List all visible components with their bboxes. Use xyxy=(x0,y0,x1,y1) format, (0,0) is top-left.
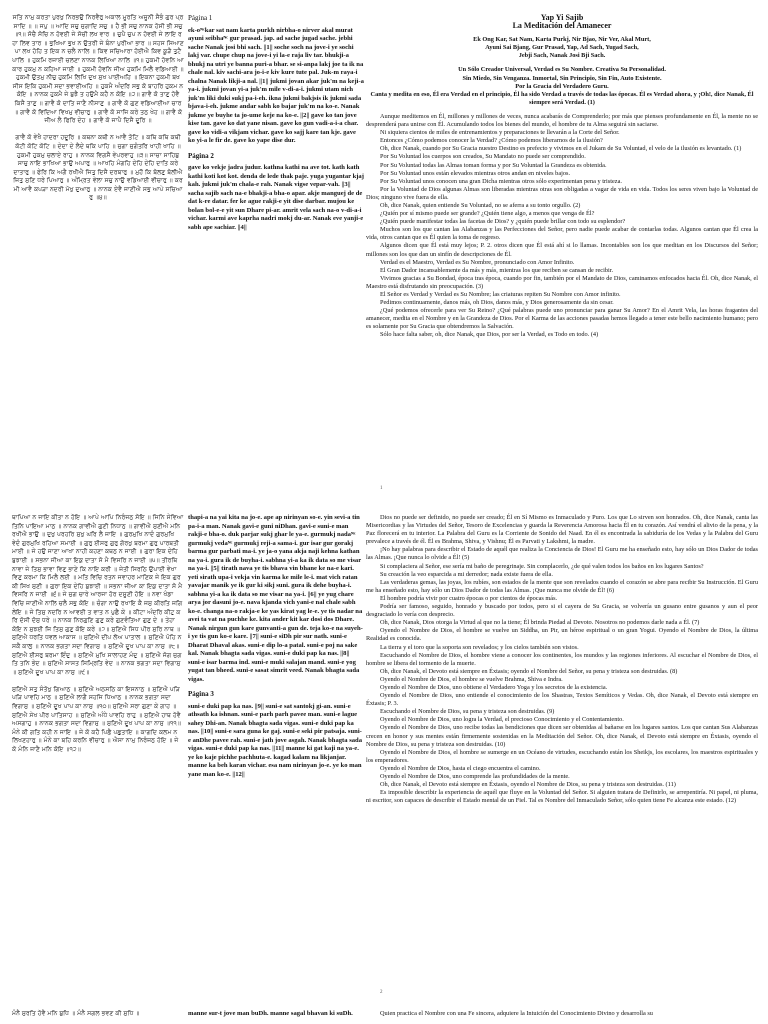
spanish-paragraph: La tierra y el toro que la soporta son revelados; y los cielos también son vistos. xyxy=(380,643,579,651)
spanish-paragraph: Por Su Voluntad unos conocen una gran Dicha mientras otros sólo experimentan pena y tristeza. xyxy=(380,177,622,185)
spanish-paragraph: Oyendo el Nombre de Dios, el hombre se vuelve Brahma, Shiva e Indra. xyxy=(380,675,563,683)
spanish-paragraph: ¿Quién por sí mismo puede ser grande? ¿Quién tiene algo, a menos que venga de Él? xyxy=(380,210,595,218)
spanish-paragraph: ¿Quién puede manifestar todas las facetas de Dios? y ¿quién puede brillar con todo su esplendor? xyxy=(380,218,626,226)
spanish-paragraph: Las verdaderas gemas, las joyas, los rubíes, son estados de la mente que son revelados cuando el corazón se abre para recibir Su Instrucción. El Guru me ha enseñado esto, hay sólo un Dios Dador de todas las Almas. ¡Que nunca me olvide de Él! (6) xyxy=(366,578,758,594)
spanish-paragraph: Podría ser famoso, seguido, honrado y buscado por todos, pero si el cayera de Su Gracia, se volvería un gusano entre gusanos y aun el peor desgraciado lo vería con desprecio. xyxy=(366,603,758,619)
mool-mantra-line: Ek Ong Kar, Sat Nam, Karta Purkj, Nir Bjao, Nir Ver, Akal Murt, xyxy=(473,36,651,44)
spanish-paragraph: Oh, dice Nanak, el Devoto está siempre en Éxtasis, oyendo el Nombre de Dios, su pena y tristeza son destruidas. (11) xyxy=(380,781,676,789)
mool-mantra-translation: Canta y medita en eso, Él era Verdad en el principio, Él ha sido Verdad a través de todas las épocas. Él es Verdad ahora, y ¡Oh!, dice Nanak, Él siempre será Verdad. (1) xyxy=(370,90,754,106)
spanish-paragraphs xyxy=(366,514,758,805)
spanish-paragraph: Algunos dicen que Él está muy lejos; P. 2. otros dicen que Él está ahí si lo llamas. Incontables son los que meditan en los Discursos del Señor; millones son los que dan un sinfín de descripciones de Él. xyxy=(366,242,758,258)
spanish-paragraph: El hombre podría vivir por cuatro épocas o por cientos de épocas más. xyxy=(380,594,558,602)
spanish-paragraph: Escuchando el Nombre de Dios, el hombre viene a conocer los continentes, los mundos y las regiones inferiores. Al escuchar el Nombre de Dios, el hombre se libera del tormento de la muerte. xyxy=(366,651,758,667)
spanish-column xyxy=(366,1010,758,1018)
spanish-paragraph: Ni siquiera cientos de miles de entrenamientos y preparaciones te llevarán a la Corte del Señor. xyxy=(380,129,620,137)
spanish-paragraph: Por Su Voluntad los cuerpos son creados, Su Mandato no puede ser comprendido. xyxy=(380,153,586,161)
page-number: 2 xyxy=(380,990,383,995)
mool-mantra-line: Jebji Sach, Nanak Josi Bji Sach. xyxy=(518,52,606,60)
transliteration-text-continued: gave ko vekje jadra judur. kathna kathi na ave tot. kath kath kathi koti kot kot. denda de lede thak paje. yuga yugantar kjaj kah. jukmi juk'm chala-e rah. Nanak vigse vepar-vah. ||3|| sacha sajib sach na-e bhakji-a bha-o apar. akje manguej de de dat k-re datar. fer ke ague rakji-e yit dise darbar. mujou ke bolan bol-e-e yit sun Dhare pi-ar. amrit vela sach na-o v-di-a-i vichar. karmi ave kaprha nadri mokj du-ar. Nanak eve yanji-e sabh ape sachiar. ||4|| xyxy=(188,164,364,231)
transliteration-column xyxy=(188,514,364,779)
spanish-paragraph: Quien practica el Nombre con una Fe sincera, adquiere la Intuición del Conocimiento Divino y desarrolla su xyxy=(380,1010,653,1017)
document-page-2 xyxy=(0,510,768,1010)
spanish-paragraph: Es imposible describir la experiencia de aquél que fluye en la Voluntad del Señor. Si alguien tratara de Definirlo, se arrepentiría. Ni papel, ni pluma, ni escritor, son capaces de describir el Estado mental de un Fiel. Tal es Nombre del Inmaculado Señor, sólo quien tiene Fe alcanza este estado. (12) xyxy=(366,789,758,805)
spanish-paragraph: Oh, dice Nanak, cuando por Su Gracia nuestro Destino es prefecto y vivimos en el Jukam de Su Voluntad, el velo de la ilusión es levantado. (1) xyxy=(380,145,742,153)
document-page-1 xyxy=(0,0,768,500)
gurmukhi-text-continued: ਗਾਵੈ ਕੋ ਵੇਖੈ ਹਾਦਰਾ ਹਦੂਰਿ ॥ ਕਥਨਾ ਕਥੀ ਨ ਆਵੈ ਤੋਟਿ ॥ ਕਥਿ ਕਥਿ ਕਥੀ ਕੋਟੀ ਕੋਟਿ ਕੋਟਿ ॥ ਦੇਦਾ ਦੇ ਲੈਦੇ ਥਕਿ ਪਾਹਿ ॥ ਜੁਗਾ ਜੁਗੰਤਰਿ ਖਾਹੀ ਖਾਹਿ ॥ ਹੁਕਮੀ ਹੁਕਮੁ ਚਲਾਏ ਰਾਹੁ ॥ ਨਾਨਕ ਵਿਗਸੈ ਵੇਪਰਵਾਹੁ ॥੩॥ ਸਾਚਾ ਸਾਹਿਬੁ ਸਾਚੁ ਨਾਇ ਭਾਖਿਆ ਭਾਉ ਅਪਾਰੁ ॥ ਆਖਹਿ ਮੰਗਹਿ ਦੇਹਿ ਦੇਹਿ ਦਾਤਿ ਕਰੇ ਦਾਤਾਰੁ ॥ ਫੇਰਿ ਕਿ ਅਗੈ ਰਖੀਐ ਜਿਤੁ ਦਿਸੈ ਦਰਬਾਰੁ ॥ ਮੁਹੌ ਕਿ ਬੋਲਣੁ ਬੋਲੀਐ ਜਿਤੁ ਸੁਣਿ ਧਰੇ ਪਿਆਰੁ ॥ ਅੰਮ੍ਰਿਤ ਵੇਲਾ ਸਚੁ ਨਾਉ ਵਡਿਆਈ ਵੀਚਾਰੁ ॥ ਕਰਮੀ ਆਵੈ ਕਪੜਾ ਨਦਰੀ ਮੋਖੁ ਦੁਆਰੁ ॥ ਨਾਨਕ ਏਵੈ ਜਾਣੀਐ ਸਭੁ ਆਪੇ ਸਚਿਆਰੁ ॥੪॥ xyxy=(13,134,183,202)
spanish-paragraph: Dios no puede ser definido, no puede ser creado; Él en Sí Mismo es Inmaculado y Puro. Los que Lo sirven son honrados. Oh, dice Nanak, canta las Misericordias y las Virtudes del Señor, Tesoro de Excelencias y guarda la Reverencia Amorosa hacia Él en tu corazón. Así vendrá el alivio de la pena, y la Paz florecerá en tu interior. La Palabra del Guru es la Corriente de Sonido del Naad. En él es encontrada la sabiduría de los Vedas y la Palabra del Guru prevalece a través de él. Él es Brahma, Shiva, y Vishnu; Él es Parvati y Lakshmi, la madre. xyxy=(366,514,758,546)
gurmukhi-text: ਥਾਪਿਆ ਨ ਜਾਇ ਕੀਤਾ ਨ ਹੋਇ ॥ ਆਪੇ ਆਪਿ ਨਿਰੰਜਨੁ ਸੋਇ ॥ ਜਿਨਿ ਸੇਵਿਆ ਤਿਨਿ ਪਾਇਆ ਮਾਨੁ ॥ ਨਾਨਕ ਗਾਵੀਐ ਗੁਣੀ ਨਿਧਾਨੁ ॥ ਗਾਵੀਐ ਸੁਣੀਐ ਮਨਿ ਰਖੀਐ ਭਾਉ ॥ ਦੁਖੁ ਪਰਹਰਿ ਸੁਖੁ ਘਰਿ ਲੈ ਜਾਇ ॥ ਗੁਰਮੁਖਿ ਨਾਦੰ ਗੁਰਮੁਖਿ ਵੇਦੰ ਗੁਰਮੁਖਿ ਰਹਿਆ ਸਮਾਈ ॥ ਗੁਰੁ ਈਸਰੁ ਗੁਰੁ ਗੋਰਖੁ ਬਰਮਾ ਗੁਰੁ ਪਾਰਬਤੀ ਮਾਈ ॥ ਜੇ ਹਉ ਜਾਣਾ ਆਖਾ ਨਾਹੀ ਕਹਣਾ ਕਥਨੁ ਨ ਜਾਈ ॥ ਗੁਰਾ ਇਕ ਦੇਹਿ ਬੁਝਾਈ ॥ ਸਭਨਾ ਜੀਆ ਕਾ ਇਕੁ ਦਾਤਾ ਸੋ ਮੈ ਵਿਸਰਿ ਨ ਜਾਈ ॥੫॥ ਤੀਰਥਿ ਨਾਵਾ ਜੇ ਤਿਸੁ ਭਾਵਾ ਵਿਣੁ ਭਾਣੇ ਕਿ ਨਾਇ ਕਰੀ ॥ ਜੇਤੀ ਸਿਰਠਿ ਉਪਾਈ ਵੇਖਾ ਵਿਣੁ ਕਰਮਾ ਕਿ ਮਿਲੈ ਲਈ ॥ ਮਤਿ ਵਿਚਿ ਰਤਨ ਜਵਾਹਰ ਮਾਣਿਕ ਜੇ ਇਕ ਗੁਰ ਕੀ ਸਿਖ ਸੁਣੀ ॥ ਗੁਰਾ ਇਕ ਦੇਹਿ ਬੁਝਾਈ ॥ ਸਭਨਾ ਜੀਆ ਕਾ ਇਕੁ ਦਾਤਾ ਸੋ ਮੈ ਵਿਸਰਿ ਨ ਜਾਈ ॥੬॥ ਜੇ ਜੁਗ ਚਾਰੇ ਆਰਜਾ ਹੋਰ ਦਸੂਣੀ ਹੋਇ ॥ ਨਵਾ ਖੰਡਾ ਵਿਚਿ ਜਾਣੀਐ ਨਾਲਿ ਚਲੈ ਸਭੁ ਕੋਇ ॥ ਚੰਗਾ ਨਾਉ ਰਖਾਇ ਕੈ ਜਸੁ ਕੀਰਤਿ ਜਗਿ ਲੇਇ ॥ ਜੇ ਤਿਸੁ ਨਦਰਿ ਨ ਆਵਈ ਤ ਵਾਤ ਨ ਪੁਛੈ ਕੇ ॥ ਕੀਟਾ ਅੰਦਰਿ ਕੀਟੁ ਕਰਿ ਦੋਸੀ ਦੋਸੁ ਧਰੇ ॥ ਨਾਨਕ ਨਿਰਗੁਣਿ ਗੁਣੁ ਕਰੇ ਗੁਣਵੰਤਿਆ ਗੁਣੁ ਦੇ ॥ ਤੇਹਾ ਕੋਇ ਨ ਸੁਝਈ ਜਿ ਤਿਸੁ ਗੁਣੁ ਕੋਇ ਕਰੇ ॥੭॥ ਸੁਣਿਐ ਸਿਧ ਪੀਰ ਸੁਰਿ ਨਾਥ ॥ ਸੁਣਿਐ ਧਰਤਿ ਧਵਲ ਆਕਾਸ ॥ ਸੁਣਿਐ ਦੀਪ ਲੋਅ ਪਾਤਾਲ ॥ ਸੁਣਿਐ ਪੋਹਿ ਨ ਸਕੈ ਕਾਲੁ ॥ ਨਾਨਕ ਭਗਤਾ ਸਦਾ ਵਿਗਾਸੁ ॥ ਸੁਣਿਐ ਦੂਖ ਪਾਪ ਕਾ ਨਾਸੁ ॥੮॥ ਸੁਣਿਐ ਈਸਰੁ ਬਰਮਾ ਇੰਦੁ ॥ ਸੁਣਿਐ ਮੁਖਿ ਸਾਲਾਹਣ ਮੰਦੁ ॥ ਸੁਣਿਐ ਜੋਗ ਜੁਗਤਿ ਤਨਿ ਭੇਦ ॥ ਸੁਣਿਐ ਸਾਸਤ ਸਿਮ੍ਰਿਤਿ ਵੇਦ ॥ ਨਾਨਕ ਭਗਤਾ ਸਦਾ ਵਿਗਾਸੁ ॥ ਸੁਣਿਐ ਦੂਖ ਪਾਪ ਕਾ ਨਾਸੁ ॥੯॥ xyxy=(12,514,184,676)
spanish-paragraph: Sólo hace falta saber, oh, dice Nanak, que Dios, por ser la Verdad, es Todo en todo. (4) xyxy=(380,331,599,339)
page-subheading: Página 2 xyxy=(188,151,214,160)
gurmukhi-column xyxy=(12,14,184,203)
spanish-paragraph: Verdad es el Maestro, Verdad es Su Nombre, pronunciado con Amor Infinito. xyxy=(380,258,575,266)
spanish-paragraph: Pedimos continuamente, danos más, oh Dios, danos más, y Dios generosamente da sin cesar. xyxy=(380,299,614,307)
spanish-paragraph: El Señor es Verdad y Verdad es Su Nombre; las criaturas repiten Su Nombre con Amor infinito. xyxy=(380,291,621,298)
mool-mantra-line: Ayuni Sai Bjang, Gur Prasad, Yap, Ad Sach, Yugad Sach, xyxy=(485,44,639,52)
gurmukhi-text: ਮੰਨੈ ਸੁਰਤਿ ਹੋਵੈ ਮਨਿ ਬੁਧਿ ॥ ਮੰਨੈ ਸਗਲ ਭਵਣ ਕੀ ਸੁਧਿ ॥ xyxy=(12,1010,140,1017)
page-number: 1 xyxy=(380,486,383,491)
mool-mantra-translation: Un Sólo Creador Universal, Verdad es Su Nombre. Creativa Su Personalidad. xyxy=(458,66,666,74)
spanish-paragraph: Por la Voluntad de Dios algunas Almas son liberadas mientras otras son obligadas a vagar de vida en vida. Todos los seres viven bajo la Voluntad de Dios; ninguno vive fuera de ella. xyxy=(366,185,758,201)
transliteration-text-continued: suni-e duki pap ka nas. ||9|| suni-e sat santokj gi-an. suni-e athsath ka ishnan. suni-e parh parh pavee man. suni-e lague sahey Dhi-an. Nanak bhagta sada vigas. suni-e duki pap ka nas. ||10|| suni-e sara guna ke gaj. suni-e seki pir patsaja. suni-e anDhe pavee rah. suni-e jath jove asgah. Nanak bhagta sada vigas. suni-e duki pap ka nas. ||11|| manne ki gat kaji na ya-e. ye ko kaje pichhe pachhuta-e. kagad kalam na likjanjar. manne ka beh karan vichar. esa nam nirinyan jo-e. ye ko man yane man ko-e. ||12|| xyxy=(188,702,363,778)
spanish-paragraph: Aunque meditemos en Él, millones y millones de veces, nunca acabarás de Comprenderlo; por más que pienses profundamente en Él, la mente no se desprenderá para unirse con Él. Acumulando todos los bienes del mundo, el hombre de tu Alma seguirá sin saciarse. xyxy=(366,112,758,129)
spanish-paragraph: Oyendo el Nombre de Dios, uno recibe todas las bendiciones que dicen ser obtenidas al bañarse en los lugares santos. Los que cantan Sus Alabanzas crecen en honor y sus mentes están firmemente sostenidas en la Meditación del Señor. Oh, dice Nanak, el Devoto está siempre en Éxtasis, oyendo el Nombre de Dios, su pena y tristeza son destruidas. (10) xyxy=(366,724,758,748)
gurmukhi-column xyxy=(12,1010,184,1019)
spanish-paragraph: Entonces ¿Cómo podemos conocer la Verdad? ¿Cómo podemos liberarnos de la ilusión? xyxy=(380,137,603,145)
spanish-paragraph: Oyendo el Nombre de Dios, el hombre se sumerge en un Océano de virtudes, escuchando están los Sheikjs, los escolares, los maestros espirituales y los emperadores. xyxy=(366,748,758,764)
spanish-paragraph: Escuchando el Nombre de Dios, su pena y tristeza son destruidas. (9) xyxy=(380,708,555,716)
transliteration-text: thapi-a na yai kita na jo-e. ape ap nirinyan so-e. yin sevi-a tin pa-i-a man. Nanak gavi-e guni niDhan. gavi-e suni-e man rakji-e bha-o. duk parjar sukj ghar le ya-e. gurmukj nadaᴺᶜ gurmukj vedaᴺᶜ gurmukj reji-a sama-i. gur isar gur gorakj barma gur parbati ma-i. ye ja-o yana akja naji kehna kathan na ya-i. gura ik de buyha-i. sabhna yi-a ka ik data so me visar na ya-i. ||5|| tirath nava ye tis bhava vin bhane ke na-e kari. yeti sirath upa-i vekja vin karma ke mile le-i. mat vich ratan yavajar manik ye ik gur ki sikj suni. gura ik dehe buyha-i. sabhna yi-a ka ik data so me visar na ya-i. ||6|| ye yug chare arya jor dasuni jo-e. nava kjanda vich yani-e nal chale sabh ko-e. changa na-o rakja-e ke yas kirat yag le-e. ye tis nadar na avei ta vat na puchhe ke. kita ander kit kar dosi dos Dhare. Nanak nirgun gun kare gunvanti-a gun de. teja ko-e na suyeh-i ye tis gun ko-e kare. ||7|| suni-e siDh pir sur nath. suni-e Dharat Dhaval akas. suni-e dip lo-a patal. suni-e poj na sake kal. Nanak bhagta sada vigas. suni-e duki pap ka nas. ||8|| suni-e isar barma ind. suni-e muki salajan mand. suni-e yog yugat tan bheed. suni-e sasat simrit veed. Nanak bhagta sada vigas. xyxy=(188,514,363,683)
transliteration-column xyxy=(188,14,364,232)
spanish-paragraphs xyxy=(366,113,758,340)
page-heading: Página 1 xyxy=(188,14,213,22)
spanish-paragraph: Oyendo el Nombre de Dios, el hombre se vuelve un Siddha, un Pir, un héroe espiritual o un gran Yogui. Oyendo el Nombre de Dios, la última Realidad es conocida. xyxy=(366,627,758,643)
spanish-paragraph: Oh, dice Nanak, Dios otorga la Virtud al que no la tiene; Él brinda Piedad al Devoto. Nosotros no podemos darle nada a Él. (7) xyxy=(380,619,700,627)
spanish-paragraph: Oh, dice Nanak, quien entiende Su Voluntad, no se aferra a su tonto orgullo. (2) xyxy=(380,201,581,209)
spanish-paragraph: Si complaciera al Señor, ese sería mi baño de peregrinaje. Sin complacerlo, ¿de qué valen todos los baños en los lugares Santos? xyxy=(380,562,704,570)
spanish-paragraph: Oyendo el Nombre de Dios, uno logra la Verdad, el precioso Conocimiento y el Contentamiento. xyxy=(380,716,624,724)
document-page-3 xyxy=(0,1006,768,1024)
document-subtitle: La Meditación del Amanecer xyxy=(512,21,612,31)
spanish-paragraph: Su creación la veo esparcida a mi derredor; nada existe fuera de ella. xyxy=(380,570,553,578)
spanish-paragraph: Por Su Voluntad todas las Almas toman forma y por Su Voluntad la Grandeza es obtenida. xyxy=(380,161,607,169)
transliteration-text: ek-oᴺᶜkar sat nam karta purkh nirbha-o nirver akal murat ayuni seibhaᴺᶜ gur prasad. jap. ad sache jugad sache. jebhi sache Nanak josi bhi sach. ||1|| soche soch na jove-i ye sochi lakj var. chupe chup na jove-i yi la-e raja liv tar. bhukji-a bhukj na utri ye banna puri-a bhar. se si-anpa lakj joe ta ik na chale nal. kiv sachi-ara jo-i-e kiv kure tute pal. Juk-m raya-i chalna Nanak likji-a nal. ||1|| jukmi jovan akar juk'm na keji-a ya-i. jukmi jovan yi-a juk'm mile v-di-a-i. jukmi utam nich juk'm liki duki sukj pa-i-eh. ikna jukmi bakjsis ik jukmi sada bjava-i-eh. jukme andar sabh ko bajar juk'm na ko-e. Nanak jukme ye buyhe ta jo-ume keje na ko-e. ||2|| gave ko tan jove kise tan. gave ko dat yane nisan. gave ko gun vadi-a-i-a char. gave ko vidi-a vikjam vichar. gave ko sajj kare tan kje. gave ko yi-a le fir de. gave ko yape dise dur. xyxy=(188,26,364,144)
page-subheading: Página 3 xyxy=(188,690,214,698)
spanish-paragraph: Oyendo el Nombre de Dios, hasta el ciego encuentra el camino. xyxy=(380,764,541,772)
mool-mantra-translation: Por la Gracia del Verdadero Guru. xyxy=(515,82,609,90)
spanish-paragraph: Oyendo el Nombre de Dios, uno obtiene el Verdadero Yoga y los secretos de la existencia. xyxy=(380,683,608,691)
spanish-paragraph: Oyendo el Nombre de Dios, uno entiende el conocimiento de los Shastras, Textos Semíticos y Vedas. Oh, dice Nanak, el Devoto está siempre en Éxtasis; P. 3. xyxy=(366,692,758,708)
mool-mantra-translation: Sin Miedo, Sin Venganza. Inmortal, Sin Principio, Sin Fin, Auto Existente. xyxy=(462,74,662,82)
gurmukhi-text-continued: ਸੁਣਿਐ ਸਤੁ ਸੰਤੋਖੁ ਗਿਆਨੁ ॥ ਸੁਣਿਐ ਅਠਸਠਿ ਕਾ ਇਸਨਾਨੁ ॥ ਸੁਣਿਐ ਪੜਿ ਪੜਿ ਪਾਵਹਿ ਮਾਨੁ ॥ ਸੁਣਿਐ ਲਾਗੈ ਸਹਜਿ ਧਿਆਨੁ ॥ ਨਾਨਕ ਭਗਤਾ ਸਦਾ ਵਿਗਾਸੁ ॥ ਸੁਣਿਐ ਦੂਖ ਪਾਪ ਕਾ ਨਾਸੁ ॥੧੦॥ ਸੁਣਿਐ ਸਰਾ ਗੁਣਾ ਕੇ ਗਾਹ ॥ ਸੁਣਿਐ ਸੇਖ ਪੀਰ ਪਾਤਿਸਾਹ ॥ ਸੁਣਿਐ ਅੰਧੇ ਪਾਵਹਿ ਰਾਹੁ ॥ ਸੁਣਿਐ ਹਾਥ ਹੋਵੈ ਅਸਗਾਹੁ ॥ ਨਾਨਕ ਭਗਤਾ ਸਦਾ ਵਿਗਾਸੁ ॥ ਸੁਣਿਐ ਦੂਖ ਪਾਪ ਕਾ ਨਾਸੁ ॥੧੧॥ ਮੰਨੇ ਕੀ ਗਤਿ ਕਹੀ ਨ ਜਾਇ ॥ ਜੇ ਕੋ ਕਹੈ ਪਿਛੈ ਪਛੁਤਾਇ ॥ ਕਾਗਦਿ ਕਲਮ ਨ ਲਿਖਣਹਾਰੁ ॥ ਮੰਨੇ ਕਾ ਬਹਿ ਕਰਨਿ ਵੀਚਾਰੁ ॥ ਐਸਾ ਨਾਮੁ ਨਿਰੰਜਨੁ ਹੋਇ ॥ ਜੇ ਕੋ ਮੰਨਿ ਜਾਣੈ ਮਨਿ ਕੋਇ ॥੧੨॥ xyxy=(12,685,181,754)
spanish-column xyxy=(366,514,758,805)
spanish-paragraph: Por Su Voluntad unos están elevados mientras otros andan en niveles bajos. xyxy=(380,169,571,177)
gurmukhi-text: ਸਤਿ ਨਾਮੁ ਕਰਤਾ ਪੁਰਖੁ ਨਿਰਭਉ ਨਿਰਵੈਰੁ ਅਕਾਲ ਮੂਰਤਿ ਅਜੂਨੀ ਸੈਭੰ ਗੁਰ ਪ੍ਰਸਾਦਿ ॥ ॥ ਜਪੁ ॥ ਆਦਿ ਸਚੁ ਜੁਗਾਦਿ ਸਚੁ ॥ ਹੈ ਭੀ ਸਚੁ ਨਾਨਕ ਹੋਸੀ ਭੀ ਸਚੁ ॥੧॥ ਸੋਚੈ ਸੋਚਿ ਨ ਹੋਵਈ ਜੇ ਸੋਚੀ ਲਖ ਵਾਰ ॥ ਚੁਪੈ ਚੁਪ ਨ ਹੋਵਈ ਜੇ ਲਾਇ ਰਹਾ ਲਿਵ ਤਾਰ ॥ ਭੁਖਿਆ ਭੁਖ ਨ ਉਤਰੀ ਜੇ ਬੰਨਾ ਪੁਰੀਆ ਭਾਰ ॥ ਸਹਸ ਸਿਆਣਪਾ ਲਖ ਹੋਹਿ ਤ ਇਕ ਨ ਚਲੈ ਨਾਲਿ ॥ ਕਿਵ ਸਚਿਆਰਾ ਹੋਈਐ ਕਿਵ ਕੂੜੈ ਤੁਟੈ ਪਾਲਿ ॥ ਹੁਕਮਿ ਰਜਾਈ ਚਲਣਾ ਨਾਨਕ ਲਿਖਿਆ ਨਾਲਿ ॥੧॥ ਹੁਕਮੀ ਹੋਵਨਿ ਆਕਾਰ ਹੁਕਮੁ ਨ ਕਹਿਆ ਜਾਈ ॥ ਹੁਕਮੀ ਹੋਵਨਿ ਜੀਅ ਹੁਕਮਿ ਮਿਲੈ ਵਡਿਆਈ ॥ ਹੁਕਮੀ ਉਤਮੁ ਨੀਚੁ ਹੁਕਮਿ ਲਿਖਿ ਦੁਖ ਸੁਖ ਪਾਈਅਹਿ ॥ ਇਕਨਾ ਹੁਕਮੀ ਬਖਸੀਸ ਇਕਿ ਹੁਕਮੀ ਸਦਾ ਭਵਾਈਅਹਿ ॥ ਹੁਕਮੈ ਅੰਦਰਿ ਸਭੁ ਕੋ ਬਾਹਰਿ ਹੁਕਮ ਨ ਕੋਇ ॥ ਨਾਨਕ ਹੁਕਮੈ ਜੇ ਬੁਝੈ ਤ ਹਉਮੈ ਕਹੈ ਨ ਕੋਇ ॥੨॥ ਗਾਵੈ ਕੋ ਤਾਣੁ ਹੋਵੈ ਕਿਸੈ ਤਾਣੁ ॥ ਗਾਵੈ ਕੋ ਦਾਤਿ ਜਾਣੈ ਨੀਸਾਣੁ ॥ ਗਾਵੈ ਕੋ ਗੁਣ ਵਡਿਆਈਆ ਚਾਰ ॥ ਗਾਵੈ ਕੋ ਵਿਦਿਆ ਵਿਖਮੁ ਵੀਚਾਰੁ ॥ ਗਾਵੈ ਕੋ ਸਾਜਿ ਕਰੇ ਤਨੁ ਖੇਹ ॥ ਗਾਵੈ ਕੋ ਜੀਅ ਲੈ ਫਿਰਿ ਦੇਹ ॥ ਗਾਵੈ ਕੋ ਜਾਪੈ ਦਿਸੈ ਦੂਰਿ ॥ xyxy=(12,14,184,125)
spanish-paragraph: ¿Qué podemos ofrecerle para ver Su Reino? ¿Qué palabras puede uno pronunciar para ganar Su Amor? En el Amrit Vela, las horas fragantes del amanecer, medita en el Nombre y en la Grandeza de Dios. Por el Karma de las acciones pasadas hemos llegado a tener este bello nacimiento humano; pero es solamente por Su Gracia que obtendremos la Salvación. xyxy=(366,307,758,331)
spanish-paragraph: Muchos son los que cantan las Alabanzas y las Perfecciones del Señor, pero nadie puede acabar de contarlas todas. Algunos cantan que Él crea la vida, otros cantan que es Él quien la toma de regreso. xyxy=(366,226,758,242)
spanish-paragraph: ¡No hay palabras para describir el Estado de aquél que realiza la Conciencia de Dios! El Guru me ha enseñado esto, hay sólo un Dios Dador de todas las Almas. ¡Que nunca lo olvide a Él! (5) xyxy=(366,546,758,562)
spanish-paragraph: Vivimos gracias a Su Bondad, época tras época, cuando por fin, también por el Mandato de Dios, caminamos enfocados hacia Él. Oh, dice Nanak, el Maestro está disfrutando sin preocupación. (3) xyxy=(366,274,758,290)
transliteration-text: manne sur-t jove man buDh. manne sagal bhavan ki suDh. xyxy=(188,1010,353,1017)
gurmukhi-column xyxy=(12,514,184,755)
spanish-column xyxy=(366,14,758,340)
document-title: Yap Yi Sajib xyxy=(540,13,584,22)
spanish-paragraph: Oh, dice Nanak, el Devoto está siempre en Éxtasis; oyendo el Nombre del Señor, su pena y tristeza son destruidas. (8) xyxy=(380,667,678,675)
spanish-paragraph: Oyendo el Nombre de Dios, uno comprende las profundidades de la mente. xyxy=(380,773,570,780)
spanish-paragraph: El Gran Dador incansablemente da más y más, mientras los que reciben se cansan de recibir. xyxy=(380,266,614,274)
transliteration-column xyxy=(188,1010,364,1019)
